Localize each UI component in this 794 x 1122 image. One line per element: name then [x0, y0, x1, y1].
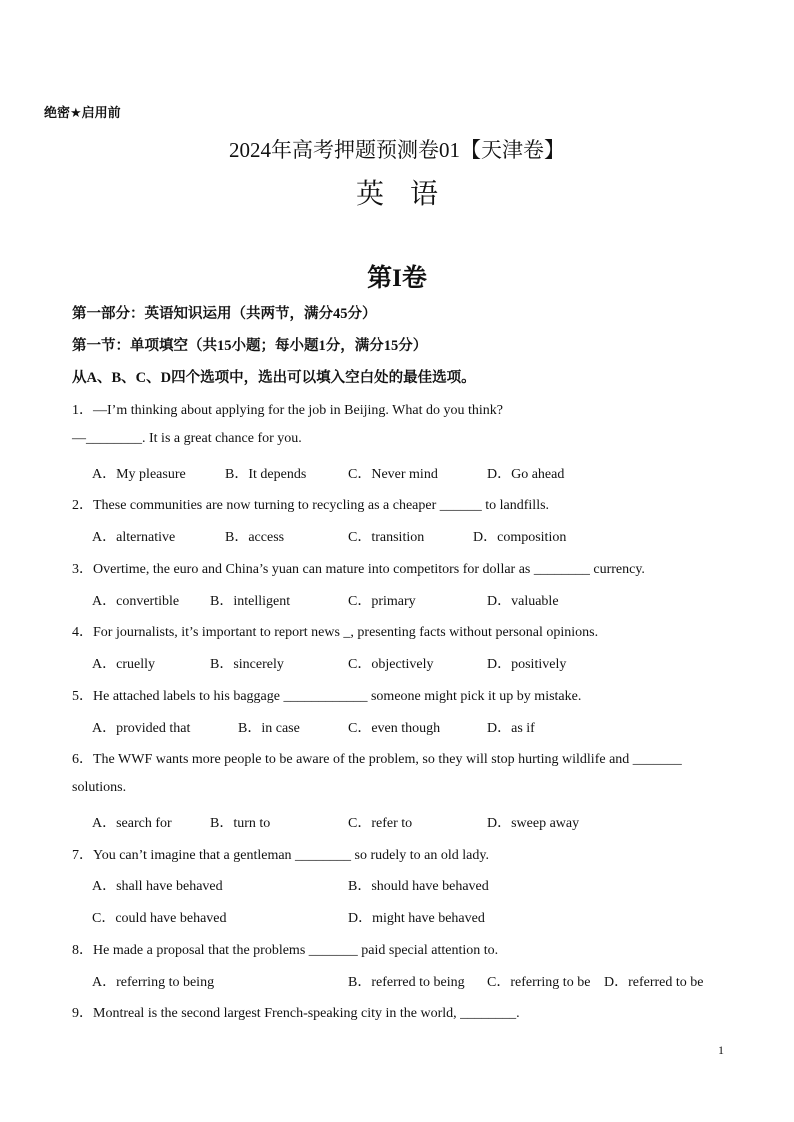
- question-1-stem-2: —________. It is a great chance for you.: [72, 431, 302, 446]
- question-6-stem: 6．The WWF wants more people to be aware of the problem, so they will stop hurting wildlife and _______: [72, 752, 682, 767]
- question-2-option-d: D．composition: [473, 530, 567, 545]
- question-4-option-b: B．sincerely: [210, 657, 284, 672]
- confidential-label: 绝密★启用前: [44, 106, 121, 121]
- question-1-option-c: C．Never mind: [348, 467, 438, 482]
- volume-heading: 第I卷: [367, 265, 427, 292]
- question-2-option-a: A．alternative: [92, 530, 176, 545]
- subject-title: 英语: [355, 179, 464, 210]
- question-8-option-b: B．referred to being: [348, 975, 465, 990]
- question-2-option-c: C．transition: [348, 530, 425, 545]
- question-6-option-a: A．search for: [92, 816, 172, 831]
- question-4-option-c: C．objectively: [348, 657, 434, 672]
- question-7-option-b: B．should have behaved: [348, 879, 489, 894]
- question-5-option-c: C．even though: [348, 721, 441, 736]
- question-7-stem: 7．You can’t imagine that a gentleman ________ so rudely to an old lady.: [72, 848, 489, 863]
- question-4-option-a: A．cruelly: [92, 657, 155, 672]
- question-7-option-c: C．could have behaved: [92, 911, 227, 926]
- question-5-stem: 5．He attached labels to his baggage ____________ someone might pick it up by mistake.: [72, 689, 582, 704]
- page-number: 1: [718, 1043, 724, 1057]
- question-7-option-d: D．might have behaved: [348, 911, 485, 926]
- question-3-option-b: B．intelligent: [210, 594, 291, 609]
- question-1-option-b: B．It depends: [225, 467, 307, 482]
- question-2-stem: 2．These communities are now turning to recycling as a cheaper ______ to landfills.: [72, 498, 550, 513]
- instruction-text: 从A、B、C、D四个选项中，选出可以填入空白处的最佳选项。: [72, 370, 476, 386]
- question-8-option-c: C．referring to be: [487, 975, 591, 990]
- question-1-option-d: D．Go ahead: [487, 467, 565, 482]
- question-7-option-a: A．shall have behaved: [92, 879, 223, 894]
- question-1-stem: 1．—I’m thinking about applying for the job in Beijing. What do you think?: [72, 403, 503, 418]
- section-heading: 第一节：单项填空（共15小题；每小题1分，满分15分）: [72, 338, 428, 354]
- question-3-option-d: D．valuable: [487, 594, 559, 609]
- question-8-stem: 8．He made a proposal that the problems _______ paid special attention to.: [72, 943, 499, 958]
- question-8-option-a: A．referring to being: [92, 975, 215, 990]
- question-5-option-d: D．as if: [487, 721, 535, 736]
- question-5-option-a: A．provided that: [92, 721, 191, 736]
- question-3-option-c: C．primary: [348, 594, 416, 609]
- question-3-option-a: A．convertible: [92, 594, 180, 609]
- question-3-stem: 3．Overtime, the euro and China’s yuan can mature into competitors for dollar as ________ currency.: [72, 562, 645, 577]
- part-heading: 第一部分：英语知识运用（共两节，满分45分）: [72, 306, 377, 322]
- question-8-option-d: D．referred to be: [604, 975, 704, 990]
- question-4-stem: 4．For journalists, it’s important to report news _, presenting facts without personal opinions.: [72, 625, 599, 640]
- question-5-option-b: B．in case: [238, 721, 300, 736]
- question-1-option-a: A．My pleasure: [92, 467, 186, 482]
- question-2-option-b: B．access: [225, 530, 285, 545]
- exam-title: 2024年高考押题预测卷01【天津卷】: [229, 138, 565, 162]
- question-6-option-d: D．sweep away: [487, 816, 580, 831]
- question-6-stem-2: solutions.: [72, 780, 127, 795]
- question-6-option-b: B．turn to: [210, 816, 271, 831]
- question-9-stem: 9．Montreal is the second largest French-speaking city in the world, ________.: [72, 1006, 520, 1021]
- question-4-option-d: D．positively: [487, 657, 567, 672]
- question-6-option-c: C．refer to: [348, 816, 413, 831]
